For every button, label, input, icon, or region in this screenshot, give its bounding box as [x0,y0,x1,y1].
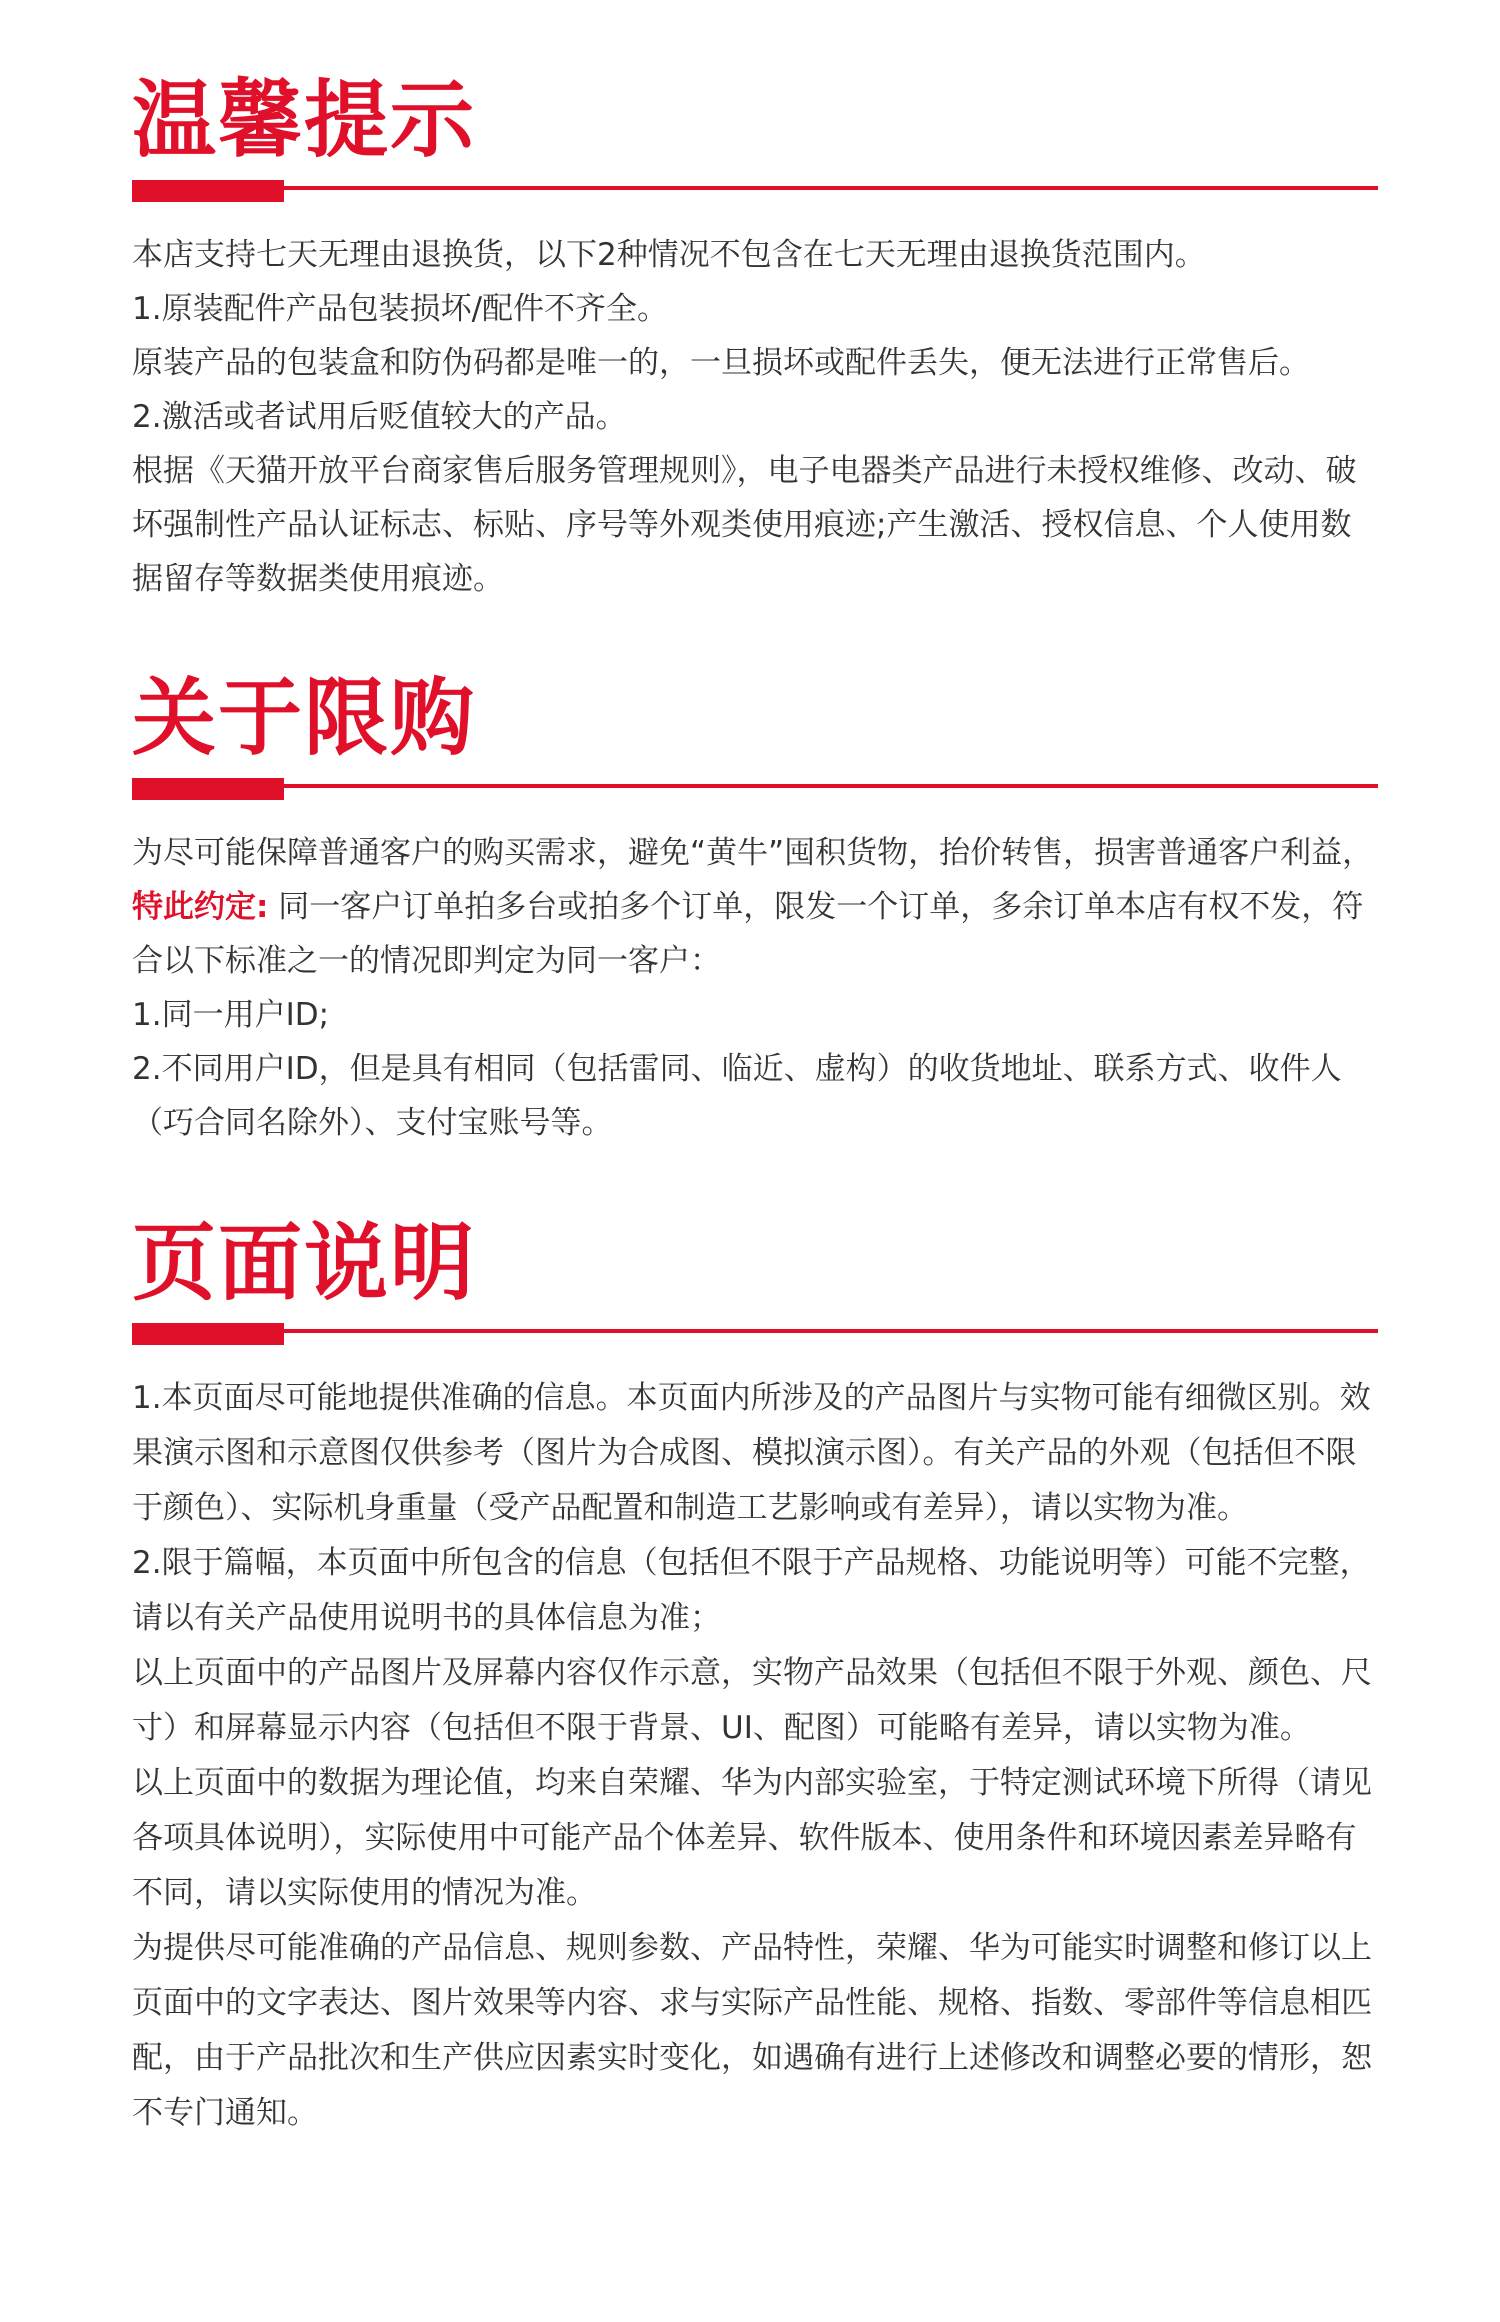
paragraph: 原装产品的包装盒和防伪码都是唯一的，一旦损坏或配件丢失，便无法进行正常售后。 [132,345,1310,381]
divider-line [132,186,1378,190]
divider-line [132,784,1378,788]
divider-line [132,1329,1378,1333]
paragraph: 2.限于篇幅，本页面中所包含的信息（包括但不限于产品规格、功能说明等）可能不完整，请以有关产品使用说明书的具体信息为准； [132,1545,1371,1636]
divider-accent-bar [132,778,284,800]
paragraph: 以上页面中的产品图片及屏幕内容仅作示意，实物产品效果（包括但不限于外观、颜色、尺寸）和屏幕显示内容（包括但不限于背景、UI、配图）可能略有差异，请以实物为准。 [132,1655,1372,1746]
divider-accent-bar [132,180,284,202]
paragraph: 本店支持七天无理由退换货，以下2种情况不包含在七天无理由退换货范围内。 [132,237,1206,273]
paragraph: 为提供尽可能准确的产品信息、规则参数、产品特性，荣耀、华为可能实时调整和修订以上页面中的文字表达、图片效果等内容、求与实际产品性能、规格、指数、零部件等信息相匹配，由于产品批次和生产供应因素实时变化，如遇确有进行上述修改和调整必要的情形，恕不专门通知。 [132,1930,1372,2131]
section-body [132,1371,1378,2141]
divider-accent-bar [132,1323,284,1345]
section-divider [132,778,1378,802]
paragraph: 1.原装配件产品包装损坏/配件不齐全。 [132,291,669,327]
section-page-notes [132,1213,1378,2141]
section-warm-tips [132,70,1378,606]
paragraph: 以上页面中的数据为理论值，均来自荣耀、华为内部实验室，于特定测试环境下所得（请见各项具体说明），实际使用中可能产品个体差异、软件版本、使用条件和环境因素差异略有不同，请以实际使用的情况为准。 [132,1765,1372,1911]
section-divider [132,1323,1378,1347]
section-body [132,826,1378,1150]
paragraph: 1.同一用户ID; [132,997,330,1033]
paragraph [132,826,1378,988]
highlight-text: 特此约定: [132,889,269,925]
section-body [132,228,1378,606]
section-title: 页面说明 [132,1214,477,1312]
section-divider [132,180,1378,204]
paragraph: 根据《天猫开放平台商家售后服务管理规则》，电子电器类产品进行未授权维修、改动、破坏强制性产品认证标志、标贴、序号等外观类使用痕迹;产生激活、授权信息、个人使用数据留存等数据类使用痕迹。 [132,453,1357,597]
paragraph-text: 同一客户订单拍多台或拍多个订单，限发一个订单，多余订单本店有权不发，符合以下标准之一的情况即判定为同一客户： [132,889,1364,979]
paragraph: 1.本页面尽可能地提供准确的信息。本页面内所涉及的产品图片与实物可能有细微区别。效果演示图和示意图仅供参考（图片为合成图、模拟演示图）。有关产品的外观（包括但不限于颜色）、实际机身重量（受产品配置和制造工艺影响或有差异），请以实物为准。 [132,1380,1371,1526]
section-title: 关于限购 [132,669,477,767]
section-title: 温馨提示 [132,71,477,169]
paragraph: 2.不同用户ID，但是具有相同（包括雷同、临近、虚构）的收货地址、联系方式、收件人（巧合同名除外）、支付宝账号等。 [132,1051,1342,1141]
paragraph: 2.激活或者试用后贬值较大的产品。 [132,399,627,435]
section-purchase-limit [132,668,1378,1150]
paragraph-text: 为尽可能保障普通客户的购买需求，避免“黄牛”囤积货物，抬价转售，损害普通客户利益， [132,835,1374,871]
